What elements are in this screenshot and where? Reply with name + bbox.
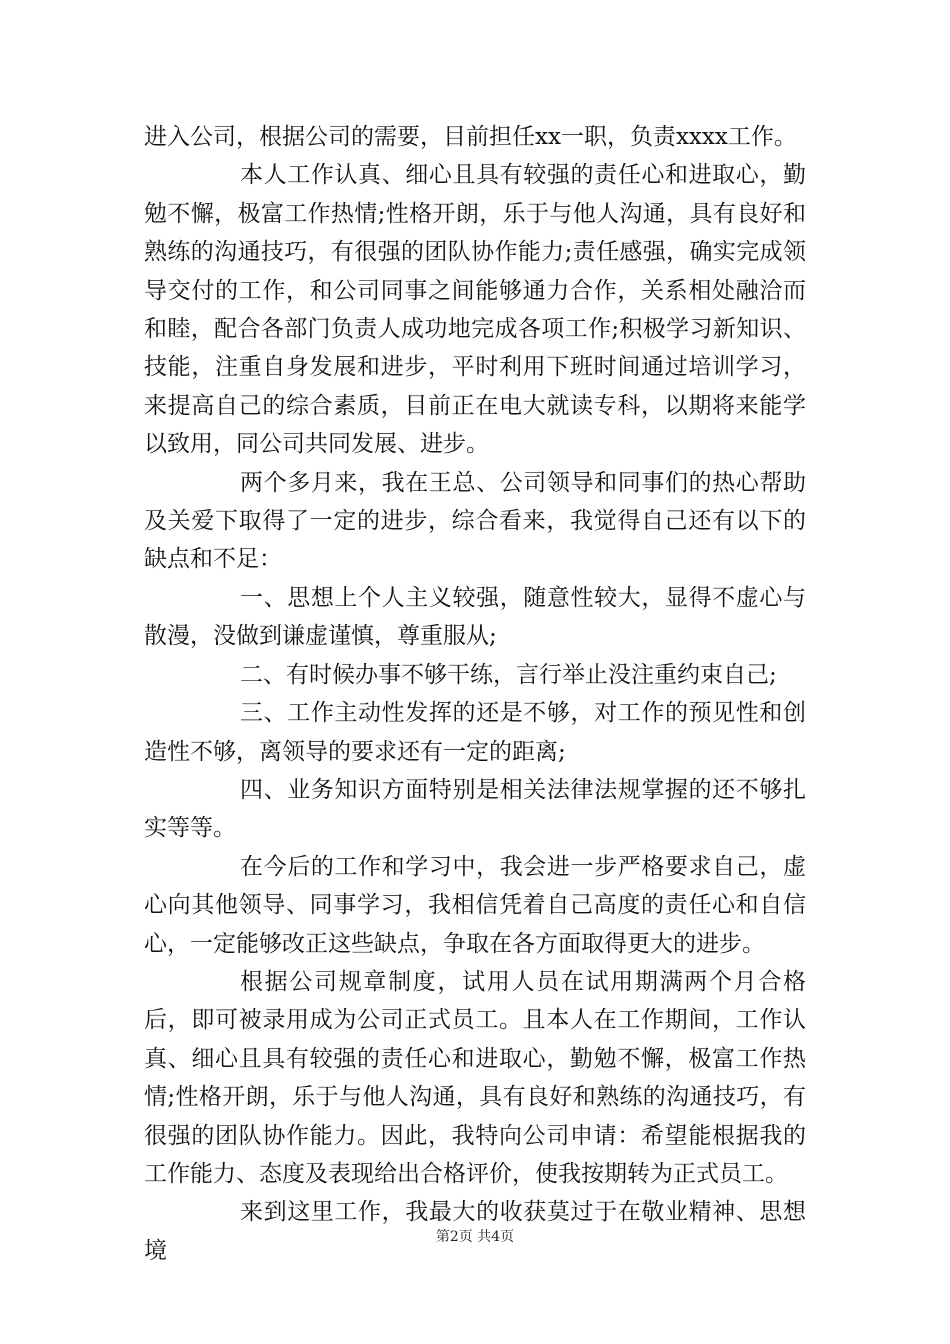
list-item: 二、有时候办事不够干练，言行举止没注重约束自己; bbox=[240, 661, 777, 688]
list-item: 三、工作主动性发挥的还是不够，对工作的预见性和创造性不够，离领导的要求还有一定的距离; bbox=[144, 700, 806, 765]
paragraph: 本人工作认真、细心且具有较强的责任心和进取心，勤勉不懈，极富工作热情;性格开朗，乐于与他人沟通，具有良好和熟练的沟通技巧，有很强的团队协作能力;责任感强，确实完成领导交付的工作，和公司同事之间能够通力合作，关系相处融洽而和睦，配合各部门负责人成功地完成各项工作;积极学习新知识、技能，注重自身发展和进步，平时利用下班时间通过培训学习，来提高自己的综合素质，目前正在电大就读专科，以期将来能学以致用，同公司共同发展、进步。 bbox=[144, 162, 806, 458]
document-body bbox=[144, 118, 806, 1270]
paragraph: 根据公司规章制度，试用人员在试用期满两个月合格后，即可被录用成为公司正式员工。且本人在工作期间，工作认真、细心且具有较强的责任心和进取心，勤勉不懈，极富工作热情;性格开朗，乐于与他人沟通，具有良好和熟练的沟通技巧，有很强的团队协作能力。因此，我特向公司申请：希望能根据我的工作能力、态度及表现给出合格评价，使我按期转为正式员工。 bbox=[144, 968, 806, 1187]
footer-total-pages: 4 bbox=[491, 1229, 501, 1245]
paragraph: 在今后的工作和学习中，我会进一步严格要求自己，虚心向其他领导、同事学习，我相信凭着自己高度的责任心和自信心，一定能够改正这些缺点，争取在各方面取得更大的进步。 bbox=[144, 853, 806, 957]
paragraph: 进入公司，根据公司的需要，目前担任xx一职，负责xxxx工作。 bbox=[144, 124, 797, 150]
list-item: 四、业务知识方面特别是相关法律法规掌握的还不够扎实等等。 bbox=[144, 776, 806, 842]
footer-prefix: 第 bbox=[435, 1229, 450, 1245]
footer-current-page: 2 bbox=[449, 1229, 459, 1245]
list-item: 一、思想上个人主义较强，随意性较大，显得不虚心与散漫，没做到谦虚谨慎，尊重服从; bbox=[144, 584, 806, 650]
footer-middle: 页 共 bbox=[458, 1229, 492, 1245]
paragraph: 来到这里工作，我最大的收获莫过于在敬业精神、思想境 bbox=[144, 1199, 806, 1264]
footer-suffix: 页 bbox=[500, 1229, 515, 1245]
paragraph: 两个多月来，我在王总、公司领导和同事们的热心帮助及关爱下取得了一定的进步，综合看来，我觉得自己还有以下的缺点和不足： bbox=[144, 469, 806, 573]
page-footer bbox=[0, 1228, 950, 1246]
